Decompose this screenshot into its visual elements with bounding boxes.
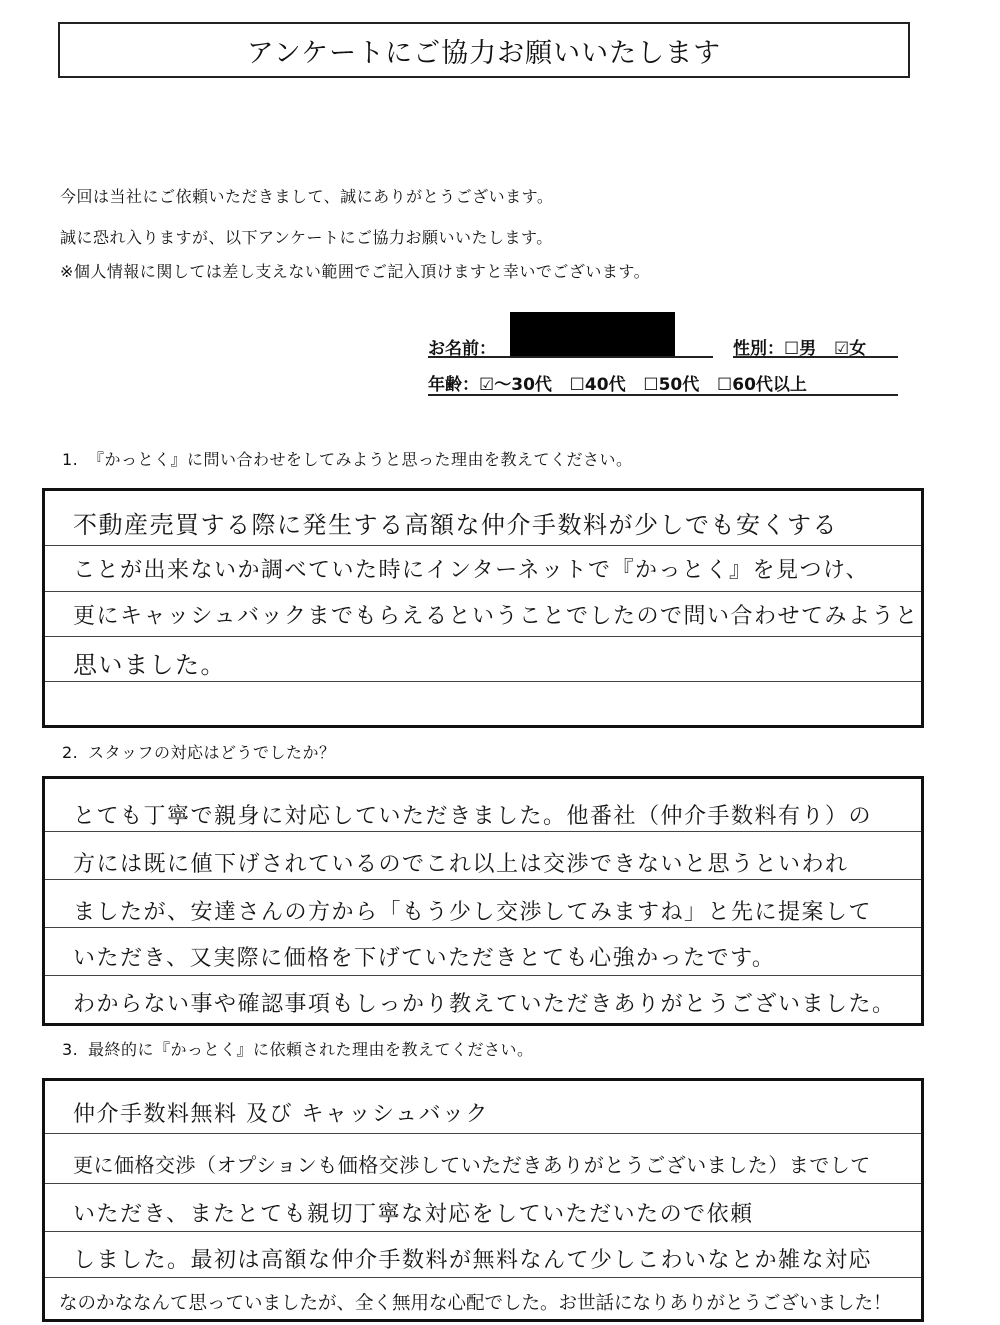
redacted-name	[510, 312, 675, 356]
answer-box-2	[42, 776, 924, 1026]
answer-2-line-3: ましたが、安達さんの方から「もう少し交渉してみますね」と先に提案して	[73, 900, 873, 925]
answer-box-3	[42, 1078, 924, 1322]
answer-1-line-2: ことが出来ないか調べていた時にインターネットで『かっとく』を見つけ、	[73, 558, 870, 583]
age-option-30: ☑～30代	[479, 375, 552, 395]
question-number: 3.	[62, 1040, 79, 1059]
question-number: 2.	[62, 743, 79, 762]
question-3	[62, 1037, 534, 1060]
answer-2-line-5: わからない事や確認事項もしっかり教えていただきありがとうございました。	[73, 992, 896, 1017]
answer-1-line-4: 思いました。	[73, 651, 226, 679]
answer-2-line-1: とても丁寧で親身に対応していただきました。他番社（仲介手数料有り）の	[73, 804, 873, 829]
age-option-40: ☐40代	[569, 375, 626, 395]
answer-3-line-3: いただき、またとても親切丁寧な対応をしていただいたので依頼	[73, 1202, 754, 1227]
answer-3-line-1: 仲介手数料無料 及び キャッシュバック	[73, 1102, 490, 1127]
answer-2-line-2: 方には既に値下げされているのでこれ以上は交渉できないと思うといわれ	[73, 852, 849, 877]
question-1	[62, 447, 633, 470]
intro-line-2: 誠に恐れ入りますが、以下アンケートにご協力お願いいたします。	[60, 228, 553, 247]
question-2	[62, 740, 336, 763]
gender-option-female: ☑女	[834, 339, 867, 359]
intro-line-3: ※個人情報に関しては差し支えない範囲でご記入頂けますと幸いでございます。	[60, 262, 651, 281]
question-text: スタッフの対応はどうでしたか？	[88, 743, 336, 762]
answer-3-line-2: 更に価格交渉（オプションも価格交渉していただきありがとうございました）までして	[73, 1153, 871, 1177]
gender-field	[733, 334, 898, 358]
question-text: 最終的に『かっとく』に依頼された理由を教えてください。	[88, 1040, 534, 1059]
answer-3-line-4: しました。最初は高額な仲介手数料が無料なんて少しこわいなとか雑な対応	[73, 1248, 873, 1273]
age-option-60: ☐60代以上	[717, 375, 807, 395]
gender-label: 性別：	[733, 339, 784, 359]
question-number: 1.	[62, 450, 79, 469]
age-option-50: ☐50代	[643, 375, 700, 395]
question-text: 『かっとく』に問い合わせをしてみようと思った理由を教えてください。	[88, 450, 633, 469]
intro-line-1: 今回は当社にご依頼いただきまして、誠にありがとうございます。	[60, 187, 554, 206]
gender-option-male: ☐男	[784, 339, 817, 359]
name-label: お名前：	[428, 339, 496, 359]
answer-1-line-3: 更にキャッシュバックまでもらえるということでしたので問い合わせてみようと	[73, 604, 919, 629]
answer-2-line-4: いただき、又実際に価格を下げていただきとても心強かったです。	[73, 946, 776, 971]
answer-1-line-1: 不動産売買する際に発生する高額な仲介手数料が少しでも安くする	[73, 511, 838, 539]
survey-title: アンケートにご協力お願いいたします	[58, 22, 910, 78]
answer-box-1	[42, 488, 924, 728]
age-field	[428, 370, 898, 396]
answer-3-line-5: なのかななんて思っていましたが、全く無用な心配でした。お世話になりありがとうございました！	[59, 1293, 892, 1314]
age-label: 年齢：	[428, 375, 479, 395]
